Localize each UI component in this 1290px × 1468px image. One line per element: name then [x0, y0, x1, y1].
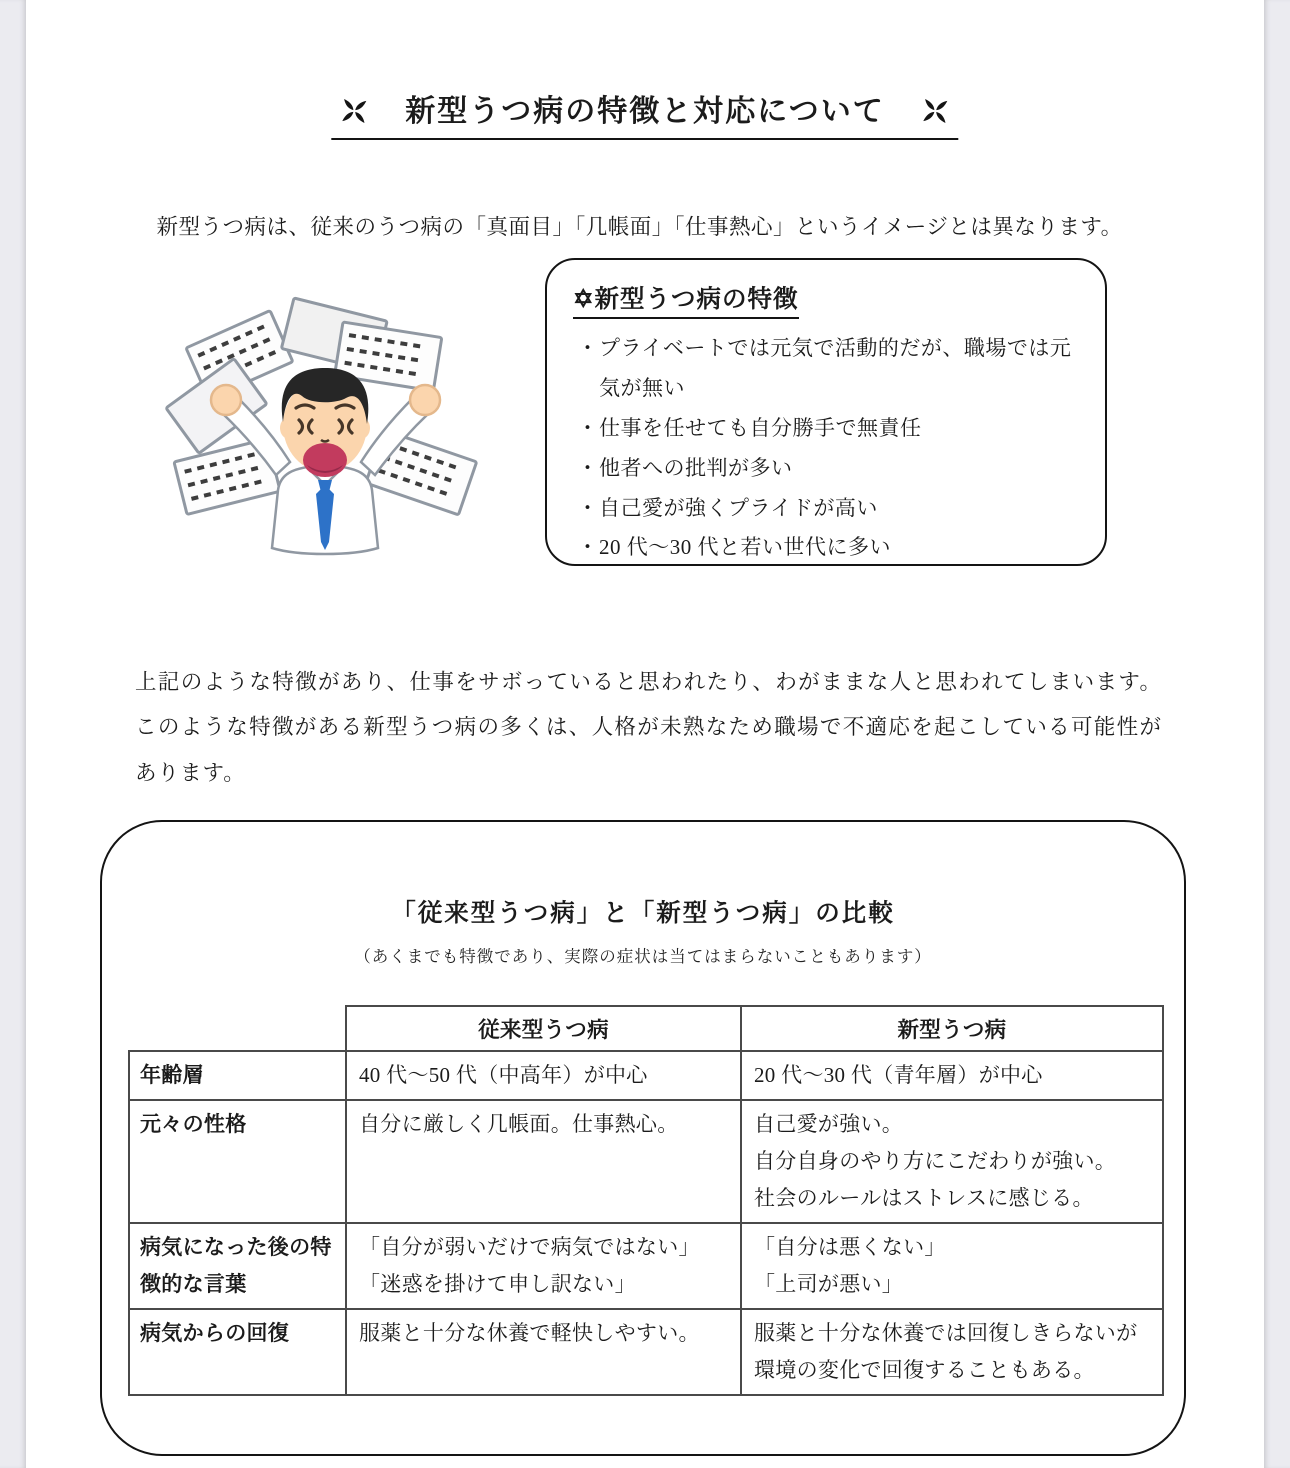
- bullet-marker: ・: [577, 455, 599, 480]
- table-row: [129, 1100, 1163, 1223]
- cell-line: 「上司が悪い」: [754, 1272, 904, 1296]
- cell-line: 自己愛が強い。: [754, 1112, 904, 1136]
- feature-box-heading-text: 新型うつ病の特徴: [594, 286, 799, 313]
- cell-line: 「自分が弱いだけで病気ではない」: [359, 1235, 700, 1259]
- feature-list: [573, 329, 1079, 568]
- cell-conventional: [346, 1051, 741, 1100]
- row-label: 病気からの回復: [129, 1309, 346, 1395]
- column-header-new-type: 新型うつ病: [741, 1006, 1163, 1051]
- cell-line: 自分に厳しく几帳面。仕事熱心。: [359, 1112, 679, 1136]
- feature-bullet: [573, 489, 1079, 529]
- cell-line: 社会のルールはストレスに感じる。: [754, 1186, 1094, 1210]
- floral-ornament-icon: [919, 94, 953, 128]
- bullet-text: 20 代～30 代と若い世代に多い: [599, 535, 891, 560]
- bullet-text: 自己愛が強くプライドが高い: [599, 495, 878, 520]
- column-header-conventional: 従来型うつ病: [346, 1006, 741, 1051]
- feature-box-heading: [573, 280, 799, 319]
- cell-line: 環境の変化で回復することもある。: [754, 1358, 1095, 1382]
- star-of-david-icon: ✡: [573, 286, 595, 313]
- feature-bullet: [573, 449, 1079, 489]
- cell-line: 自分自身のやり方にこだわりが強い。: [754, 1149, 1117, 1173]
- corner-cell: [129, 1006, 346, 1051]
- intro-paragraph: 新型うつ病は、従来のうつ病の「真面目」「几帳面」「仕事熱心」というイメージとは異なります。: [156, 214, 1123, 239]
- viewer-gutter-left: [0, 0, 26, 1468]
- cell-line: 「自分は悪くない」: [754, 1235, 946, 1259]
- comparison-box: [100, 820, 1186, 1456]
- body-paragraph: 上記のような特徴があり、仕事をサボっていると思われたり、わがままな人と思われてしまいます。このような特徴がある新型うつ病の多くは、人格が未熟なため職場で不適応を起こしている可能性があります。: [135, 669, 1162, 785]
- viewer-gutter-right: [1264, 0, 1290, 1468]
- row-label: 元々の性格: [129, 1100, 346, 1223]
- cell-conventional: [346, 1100, 741, 1223]
- bullet-text: プライベートでは元気で活動的だが、職場では元気が無い: [599, 336, 1072, 400]
- cell-new-type: [741, 1309, 1163, 1395]
- cell-conventional: [346, 1309, 741, 1395]
- page-title-row: [331, 86, 958, 140]
- feature-bullet: [573, 409, 1079, 449]
- cell-line: 服薬と十分な休養では回復しきらないが: [754, 1321, 1138, 1345]
- comparison-table: [128, 1005, 1164, 1396]
- table-row: [129, 1223, 1163, 1309]
- comparison-subtitle: （あくまでも特徴であり、実際の症状は当てはまらないこともあります）: [354, 947, 932, 966]
- bullet-marker: ・: [577, 535, 599, 560]
- bullet-text: 仕事を任せても自分勝手で無責任: [599, 415, 922, 440]
- table-header-row: [129, 1006, 1163, 1051]
- table-row: [129, 1051, 1163, 1100]
- bullet-text: 他者への批判が多い: [599, 455, 793, 480]
- cell-line: 服薬と十分な休養で軽快しやすい。: [359, 1321, 700, 1345]
- stressed-man-throwing-papers-illustration: [158, 280, 493, 580]
- row-label: 病気になった後の特徴的な言葉: [129, 1223, 346, 1309]
- cell-conventional: [346, 1223, 741, 1309]
- feature-bullet: [573, 528, 1079, 568]
- cell-line: 20 代～30 代（青年層）が中心: [754, 1063, 1043, 1087]
- feature-box: [545, 258, 1107, 566]
- cell-new-type: [741, 1100, 1163, 1223]
- page-title: 新型うつ病の特徴と対応について: [405, 95, 885, 128]
- cell-line: 「迷惑を掛けて申し訳ない」: [359, 1272, 636, 1296]
- cell-line: 40 代～50 代（中高年）が中心: [359, 1063, 648, 1087]
- row-label: 年齢層: [129, 1051, 346, 1100]
- cell-new-type: [741, 1051, 1163, 1100]
- bullet-marker: ・: [577, 495, 599, 520]
- floral-ornament-icon: [337, 94, 371, 128]
- bullet-marker: ・: [577, 415, 599, 440]
- table-row: [129, 1309, 1163, 1395]
- bullet-marker: ・: [577, 336, 599, 360]
- feature-bullet: [573, 329, 1079, 409]
- cell-new-type: [741, 1223, 1163, 1309]
- comparison-title: 「従来型うつ病」と「新型うつ病」の比較: [391, 900, 895, 927]
